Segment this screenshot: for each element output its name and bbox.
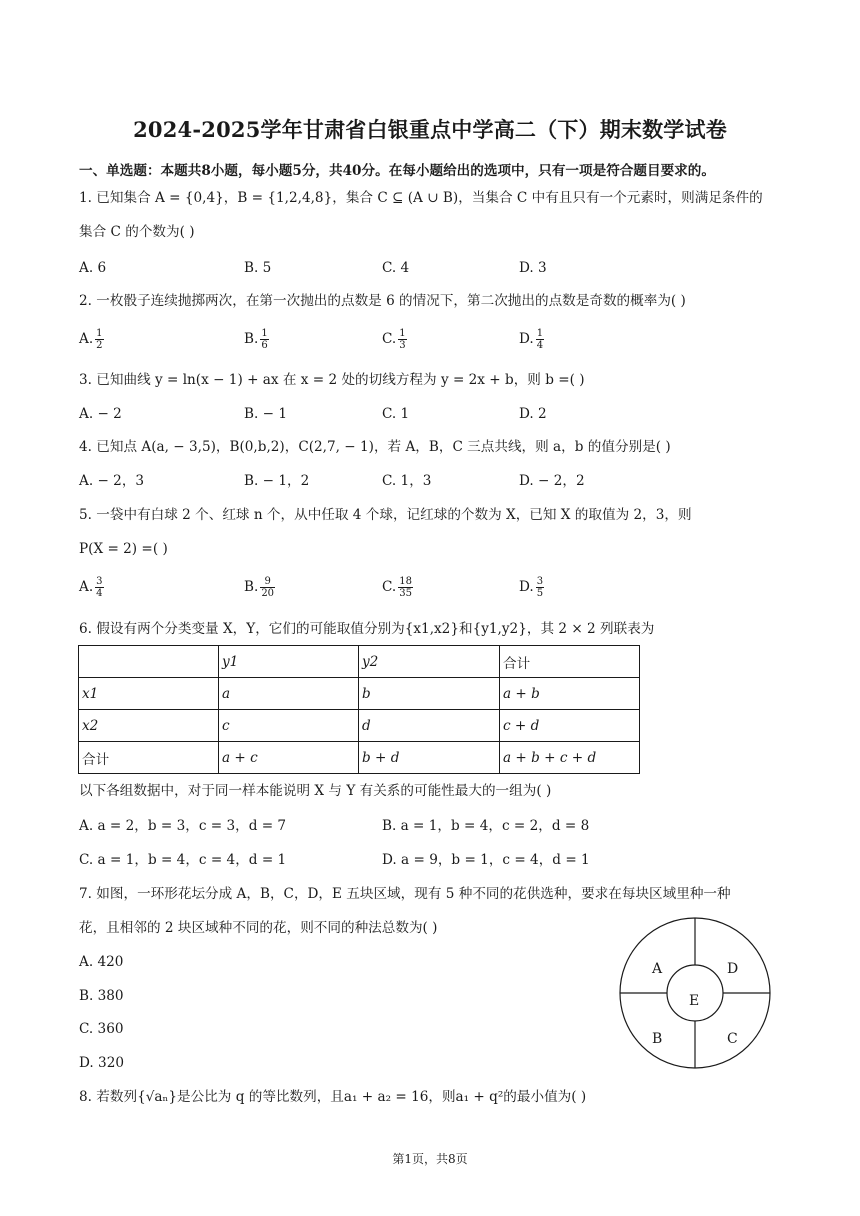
q7-option-b: B. 380 bbox=[79, 988, 124, 1004]
cell-text: a + c bbox=[222, 749, 258, 766]
q1-option-b: B. 5 bbox=[244, 260, 272, 276]
q5-option-c bbox=[382, 576, 413, 599]
q4-option-c: C. 1，3 bbox=[382, 473, 432, 489]
question-7-line-2: 花，且相邻的 2 块区域种不同的花，则不同的种法总数为( ) bbox=[79, 920, 438, 936]
q6-option-c: C. a = 1，b = 4，c = 4，d = 1 bbox=[79, 852, 287, 868]
question-6-line-2: 以下各组数据中，对于同一样本能说明 X 与 Y 有关系的可能性最大的一组为( ) bbox=[79, 783, 552, 799]
question-2-line-1: 2. 一枚骰子连续抛掷两次，在第一次抛出的点数是 6 的情况下，第二次抛出的点数是奇数的概率为( ) bbox=[79, 293, 686, 309]
table-cell bbox=[219, 678, 359, 710]
question-1-line-2: 集合 C 的个数为( ) bbox=[79, 224, 195, 240]
option-letter: B. bbox=[244, 331, 259, 347]
denominator: 35 bbox=[399, 588, 412, 599]
q6-option-d: D. a = 9，b = 1，c = 4，d = 1 bbox=[382, 852, 590, 868]
fraction bbox=[260, 576, 275, 599]
numerator: 1 bbox=[96, 328, 103, 339]
region-label-e: E bbox=[689, 993, 700, 1009]
table-cell bbox=[359, 678, 500, 710]
table-cell bbox=[359, 646, 500, 678]
q4-option-d: D. − 2，2 bbox=[519, 473, 585, 489]
numerator: 3 bbox=[96, 576, 103, 587]
fraction bbox=[536, 328, 544, 351]
question-1-line-1: 1. 已知集合 A = {0,4}，B = {1,2,4,8}，集合 C ⊆ (A ∪ B)，当集合 C 中有且只有一个元素时，则满足条件的 bbox=[79, 190, 763, 206]
option-letter: D. bbox=[519, 331, 534, 347]
q2-option-b bbox=[244, 328, 269, 351]
question-4-line-1: 4. 已知点 A(a, − 3,5)，B(0,b,2)，C(2,7, − 1)，若 A，B，C 三点共线，则 a，b 的值分别是( ) bbox=[79, 439, 671, 455]
table-cell bbox=[219, 646, 359, 678]
table-row bbox=[79, 646, 640, 678]
cell-text: y2 bbox=[362, 653, 379, 670]
cell-text: c bbox=[222, 717, 230, 734]
option-letter: D. bbox=[519, 579, 534, 595]
table-row bbox=[79, 710, 640, 742]
q1-option-a: A. 6 bbox=[79, 260, 107, 276]
section-heading: 一、单选题：本题共8小题，每小题5分，共40分。在每小题给出的选项中，只有一项是符合题目要求的。 bbox=[79, 163, 715, 179]
numerator: 3 bbox=[536, 576, 544, 587]
table-cell: 合计 bbox=[500, 646, 640, 678]
denominator: 5 bbox=[536, 588, 544, 599]
q5-option-b bbox=[244, 576, 275, 599]
q1-option-d: D. 3 bbox=[519, 260, 547, 276]
q2-option-c bbox=[382, 328, 407, 351]
denominator: 6 bbox=[261, 340, 268, 351]
region-label-d: D bbox=[727, 961, 739, 977]
q6-option-a: A. a = 2，b = 3，c = 3，d = 7 bbox=[79, 818, 287, 834]
ring-flowerbed-figure bbox=[619, 917, 773, 1071]
numerator: 1 bbox=[399, 328, 406, 339]
denominator: 2 bbox=[96, 340, 103, 351]
table-cell: 合计 bbox=[79, 742, 219, 774]
table-cell bbox=[500, 742, 640, 774]
question-7-line-1: 7. 如图，一环形花坛分成 A，B，C，D，E 五块区域，现有 5 种不同的花供选种，要求在每块区域里种一种 bbox=[79, 886, 731, 902]
option-letter: B. bbox=[244, 579, 259, 595]
numerator: 9 bbox=[260, 576, 275, 588]
table-cell bbox=[500, 678, 640, 710]
fraction bbox=[536, 576, 544, 599]
region-label-c: C bbox=[727, 1031, 738, 1047]
fraction bbox=[398, 328, 406, 351]
fraction bbox=[95, 576, 103, 599]
cell-text: a + b bbox=[503, 685, 540, 702]
q7-option-a: A. 420 bbox=[79, 954, 124, 970]
cell-text: b bbox=[362, 685, 371, 702]
q2-option-a bbox=[79, 328, 104, 351]
q7-option-d: D. 320 bbox=[79, 1055, 125, 1071]
option-letter: A. bbox=[79, 331, 94, 347]
cell-text: y1 bbox=[222, 653, 239, 670]
denominator: 4 bbox=[536, 340, 544, 351]
table-cell bbox=[79, 678, 219, 710]
question-3-line-1: 3. 已知曲线 y = ln(x − 1) + ax 在 x = 2 处的切线方程为 y = 2x + b，则 b =( ) bbox=[79, 372, 585, 388]
q5-option-d bbox=[519, 576, 544, 599]
q3-option-c: C. 1 bbox=[382, 406, 410, 422]
q3-option-b: B. − 1 bbox=[244, 406, 287, 422]
table-cell bbox=[359, 742, 500, 774]
denominator: 4 bbox=[96, 588, 103, 599]
region-label-b: B bbox=[652, 1031, 663, 1047]
question-8-line-1: 8. 若数列{√aₙ}是公比为 q 的等比数列，且a₁ + a₂ = 16，则a₁ + q²的最小值为( ) bbox=[79, 1089, 587, 1105]
table-cell bbox=[359, 710, 500, 742]
q5-option-a bbox=[79, 576, 104, 599]
question-6-line-1: 6. 假设有两个分类变量 X，Y，它们的可能取值分别为{x1,x2}和{y1,y2}，其 2 × 2 列联表为 bbox=[79, 621, 655, 637]
q4-option-a: A. − 2，3 bbox=[79, 473, 145, 489]
cell-text: d bbox=[362, 717, 371, 734]
q7-option-c: C. 360 bbox=[79, 1021, 124, 1037]
question-5-line-1: 5. 一袋中有白球 2 个、红球 n 个，从中任取 4 个球，记红球的个数为 X，已知 X 的取值为 2，3，则 bbox=[79, 507, 692, 523]
region-label-a: A bbox=[652, 961, 663, 977]
table-cell bbox=[219, 742, 359, 774]
contingency-table bbox=[78, 645, 640, 774]
table-row bbox=[79, 742, 640, 774]
option-letter: C. bbox=[382, 331, 397, 347]
q6-option-b: B. a = 1，b = 4，c = 2，d = 8 bbox=[382, 818, 590, 834]
q4-option-b: B. − 1，2 bbox=[244, 473, 310, 489]
fraction bbox=[260, 328, 268, 351]
option-letter: C. bbox=[382, 579, 397, 595]
table-cell bbox=[219, 710, 359, 742]
table-cell bbox=[79, 646, 219, 678]
q3-option-d: D. 2 bbox=[519, 406, 547, 422]
cell-text: x1 bbox=[82, 685, 99, 702]
q1-option-c: C. 4 bbox=[382, 260, 410, 276]
numerator: 18 bbox=[399, 576, 412, 587]
table-cell bbox=[500, 710, 640, 742]
numerator: 1 bbox=[536, 328, 544, 339]
fraction bbox=[95, 328, 103, 351]
cell-text: a bbox=[222, 685, 231, 702]
cell-text: c + d bbox=[503, 717, 540, 734]
table-row bbox=[79, 678, 640, 710]
question-5-line-2: P(X = 2) =( ) bbox=[79, 541, 168, 557]
option-letter: A. bbox=[79, 579, 94, 595]
table-cell bbox=[79, 710, 219, 742]
denominator: 3 bbox=[399, 340, 406, 351]
numerator: 1 bbox=[261, 328, 268, 339]
q3-option-a: A. − 2 bbox=[79, 406, 122, 422]
page-footer: 第1页，共8页 bbox=[392, 1152, 468, 1166]
cell-text: x2 bbox=[82, 717, 99, 734]
fraction bbox=[398, 576, 413, 599]
cell-text: b + d bbox=[362, 749, 400, 766]
denominator: 20 bbox=[261, 588, 275, 599]
cell-text: a + b + c + d bbox=[503, 749, 597, 766]
page-title: 2024-2025学年甘肃省白银重点中学高二（下）期末数学试卷 bbox=[133, 117, 727, 142]
q2-option-d bbox=[519, 328, 544, 351]
